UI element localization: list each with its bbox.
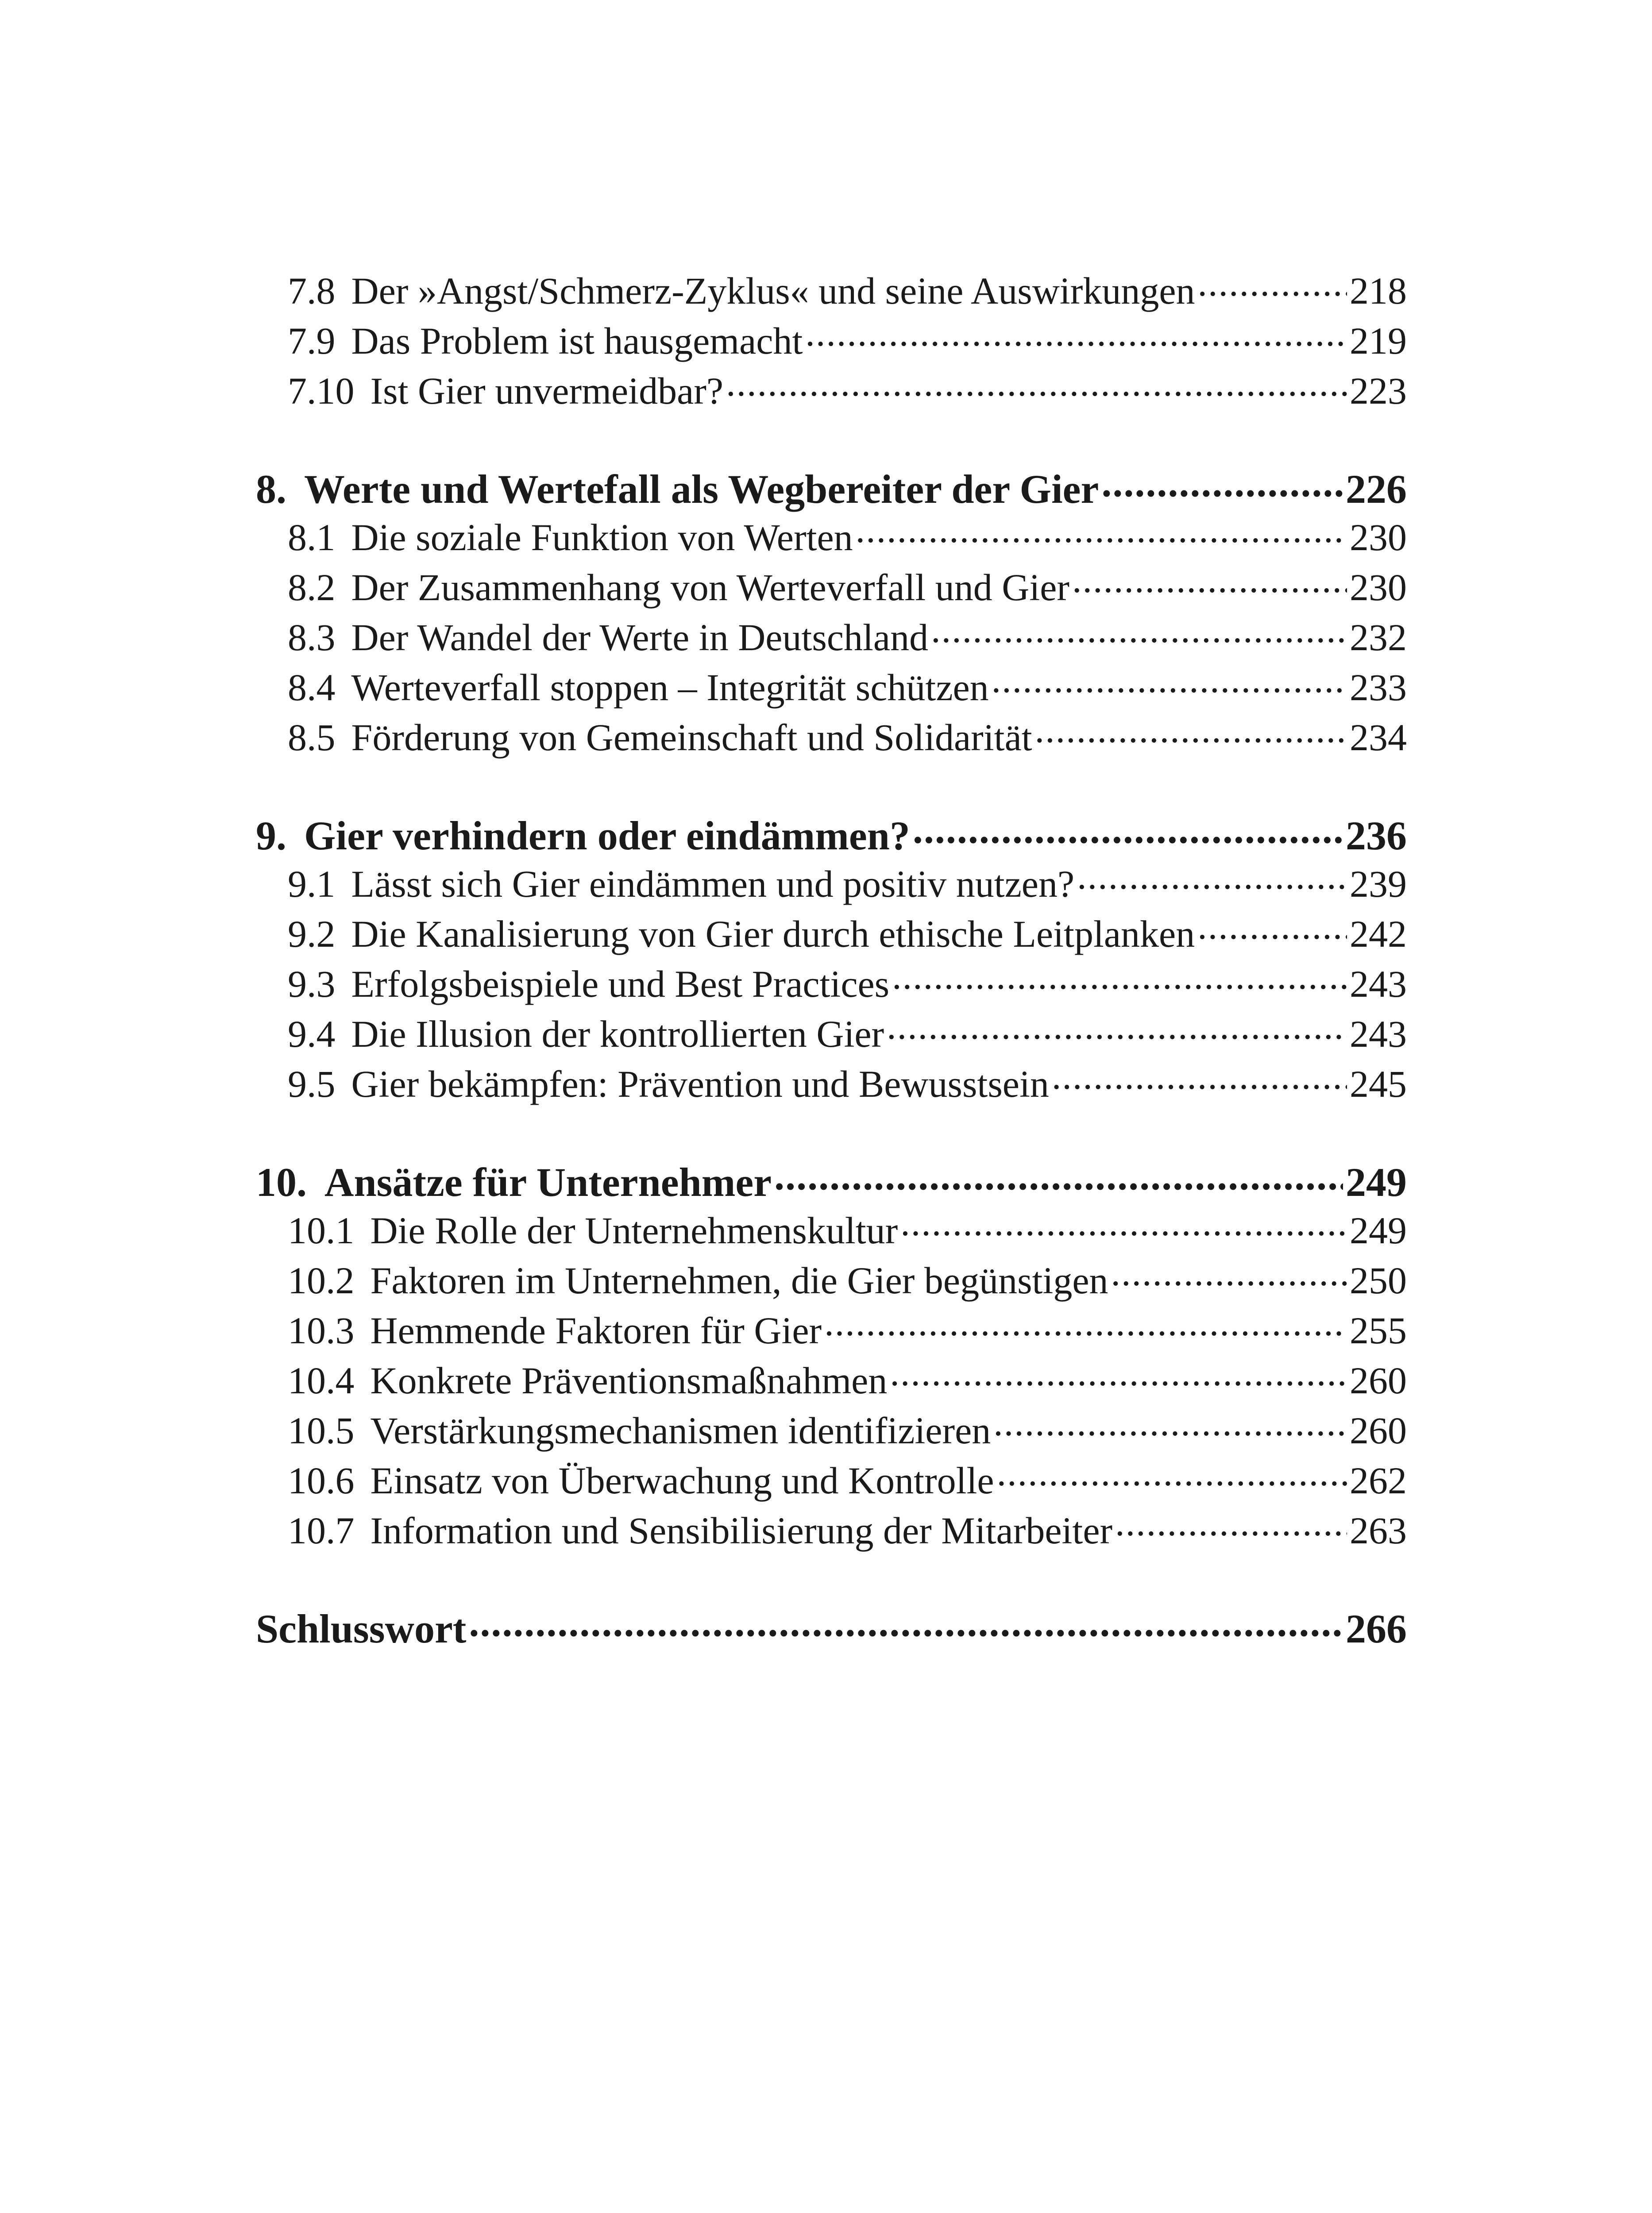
dot-leader	[1101, 462, 1343, 503]
entry-title: Erfolgsbeispiele und Best Practices	[351, 963, 890, 1005]
chapter-page-number: 266	[1346, 1606, 1407, 1651]
chapter-number: 8.	[256, 467, 286, 512]
entry-page-number: 232	[1350, 616, 1407, 659]
entry-number: 9.4	[288, 1013, 336, 1055]
entry-title: Faktoren im Unternehmen, die Gier begünstigen	[370, 1259, 1108, 1302]
dot-leader	[805, 316, 1347, 354]
chapter-title: Ansätze für Unternehmer	[324, 1160, 772, 1205]
entry-title: Einsatz von Überwachung und Kontrolle	[370, 1459, 994, 1502]
entry-number: 9.5	[288, 1063, 336, 1105]
toc-entry[interactable]	[256, 266, 1407, 316]
entry-page-number: 239	[1350, 863, 1407, 905]
entry-number: 8.4	[288, 666, 336, 709]
entry-page-number: 233	[1350, 666, 1407, 709]
toc-section-schlusswort	[256, 1602, 1407, 1652]
entry-page-number: 234	[1350, 716, 1407, 759]
dot-leader	[997, 1455, 1347, 1493]
dot-leader	[1077, 859, 1347, 897]
entry-page-number: 218	[1350, 270, 1407, 312]
entry-number: 10.2	[288, 1259, 355, 1302]
entry-number: 10.7	[288, 1509, 355, 1552]
entry-title: Verstärkungsmechanismen identifizieren	[370, 1409, 991, 1452]
entry-title: Hemmende Faktoren für Gier	[370, 1309, 822, 1352]
dot-leader	[900, 1205, 1347, 1243]
dot-leader	[856, 512, 1347, 550]
entry-title: Förderung von Gemeinschaft und Solidarität	[351, 716, 1032, 759]
entry-title: Das Problem ist hausgemacht	[351, 320, 803, 362]
entry-title: Ist Gier unvermeidbar?	[370, 370, 724, 412]
chapter-title: Werte und Wertefall als Wegbereiter der Gier	[304, 467, 1099, 512]
entry-page-number: 249	[1350, 1209, 1407, 1252]
toc-entry[interactable]	[256, 1455, 1407, 1505]
entry-number: 7.9	[288, 320, 336, 362]
chapter-page-number: 226	[1346, 467, 1407, 512]
entry-number: 7.8	[288, 270, 336, 312]
toc-chapter-heading[interactable]	[256, 462, 1407, 512]
dot-leader	[824, 1305, 1347, 1343]
toc-entry[interactable]	[256, 1405, 1407, 1455]
entry-title: Die soziale Funktion von Werten	[351, 516, 853, 559]
entry-title: Der Zusammenhang von Werteverfall und Gier	[351, 566, 1070, 609]
toc-entry[interactable]	[256, 1205, 1407, 1255]
dot-leader	[1072, 562, 1347, 600]
entry-page-number: 260	[1350, 1359, 1407, 1402]
entry-page-number: 230	[1350, 516, 1407, 559]
dot-leader	[1198, 266, 1347, 304]
toc-entry[interactable]	[256, 1505, 1407, 1555]
entry-title: Information und Sensibilisierung der Mitarbeiter	[370, 1509, 1113, 1552]
entry-title: Lässt sich Gier eindämmen und positiv nutzen?	[351, 863, 1075, 905]
entry-number: 10.3	[288, 1309, 355, 1352]
entry-title: Die Rolle der Unternehmenskultur	[370, 1209, 898, 1252]
entry-number: 10.4	[288, 1359, 355, 1402]
chapter-number: 10.	[256, 1160, 307, 1205]
toc-entry[interactable]	[256, 909, 1407, 959]
entry-page-number: 242	[1350, 913, 1407, 955]
entry-page-number: 219	[1350, 320, 1407, 362]
toc-section-chapter-9	[256, 809, 1407, 1109]
toc-entry[interactable]	[256, 562, 1407, 612]
toc-entry[interactable]	[256, 662, 1407, 712]
entry-page-number: 223	[1350, 370, 1407, 412]
entry-number: 9.1	[288, 863, 336, 905]
chapter-page-number: 249	[1346, 1160, 1407, 1205]
entry-page-number: 230	[1350, 566, 1407, 609]
dot-leader	[1115, 1505, 1347, 1543]
entry-number: 8.1	[288, 516, 336, 559]
entry-number: 10.5	[288, 1409, 355, 1452]
toc-entry[interactable]	[256, 859, 1407, 909]
entry-title: Der »Angst/Schmerz-Zyklus« und seine Auswirkungen	[351, 270, 1195, 312]
entry-title: Die Kanalisierung von Gier durch ethische Leitplanken	[351, 913, 1195, 955]
dot-leader	[1111, 1255, 1347, 1293]
table-of-contents	[256, 266, 1407, 1698]
toc-section-chapter-8	[256, 462, 1407, 762]
toc-entry[interactable]	[256, 612, 1407, 662]
toc-chapter-heading[interactable]	[256, 809, 1407, 859]
toc-entry[interactable]	[256, 1355, 1407, 1405]
dot-leader	[726, 366, 1347, 404]
dot-leader	[913, 809, 1343, 849]
dot-leader	[993, 1405, 1347, 1443]
entry-page-number: 262	[1350, 1459, 1407, 1502]
toc-entry[interactable]	[256, 959, 1407, 1009]
entry-number: 8.2	[288, 566, 336, 609]
entry-number: 10.6	[288, 1459, 355, 1502]
toc-chapter-heading[interactable]	[256, 1602, 1407, 1652]
chapter-title: Schlusswort	[256, 1606, 467, 1651]
entry-page-number: 263	[1350, 1509, 1407, 1552]
toc-entry[interactable]	[256, 512, 1407, 562]
entry-title: Gier bekämpfen: Prävention und Bewusstsein	[351, 1063, 1049, 1105]
entry-page-number: 243	[1350, 1013, 1407, 1055]
dot-leader	[1052, 1059, 1347, 1097]
entry-page-number: 243	[1350, 963, 1407, 1005]
toc-entry[interactable]	[256, 1305, 1407, 1355]
entry-number: 9.3	[288, 963, 336, 1005]
entry-title: Konkrete Präventionsmaßnahmen	[370, 1359, 888, 1402]
dot-leader	[890, 1355, 1347, 1393]
entry-number: 8.3	[288, 616, 336, 659]
dot-leader	[931, 612, 1347, 650]
toc-entry[interactable]	[256, 1255, 1407, 1305]
entry-title: Der Wandel der Werte in Deutschland	[351, 616, 929, 659]
dot-leader	[892, 959, 1347, 997]
toc-entry[interactable]	[256, 1009, 1407, 1059]
toc-entry[interactable]	[256, 712, 1407, 762]
entry-title: Die Illusion der kontrollierten Gier	[351, 1013, 884, 1055]
dot-leader	[1197, 909, 1347, 947]
chapter-page-number: 236	[1346, 813, 1407, 858]
chapter-number: 9.	[256, 813, 286, 858]
entry-number: 10.1	[288, 1209, 355, 1252]
entry-page-number: 260	[1350, 1409, 1407, 1452]
dot-leader	[469, 1602, 1343, 1642]
entry-title: Werteverfall stoppen – Integrität schützen	[351, 666, 989, 709]
dot-leader	[992, 662, 1347, 700]
entry-number: 7.10	[288, 370, 355, 412]
entry-number: 9.2	[288, 913, 336, 955]
toc-entry[interactable]	[256, 366, 1407, 416]
dot-leader	[774, 1155, 1343, 1196]
toc-section-chapter-10	[256, 1155, 1407, 1555]
dot-leader	[1035, 712, 1347, 750]
toc-chapter-heading[interactable]	[256, 1155, 1407, 1205]
toc-section-7-continued	[256, 266, 1407, 416]
entry-page-number: 245	[1350, 1063, 1407, 1105]
entry-page-number: 250	[1350, 1259, 1407, 1302]
entry-number: 8.5	[288, 716, 336, 759]
toc-entry[interactable]	[256, 316, 1407, 366]
chapter-title: Gier verhindern oder eindämmen?	[304, 813, 910, 858]
entry-page-number: 255	[1350, 1309, 1407, 1352]
toc-entry[interactable]	[256, 1059, 1407, 1109]
dot-leader	[887, 1009, 1347, 1047]
